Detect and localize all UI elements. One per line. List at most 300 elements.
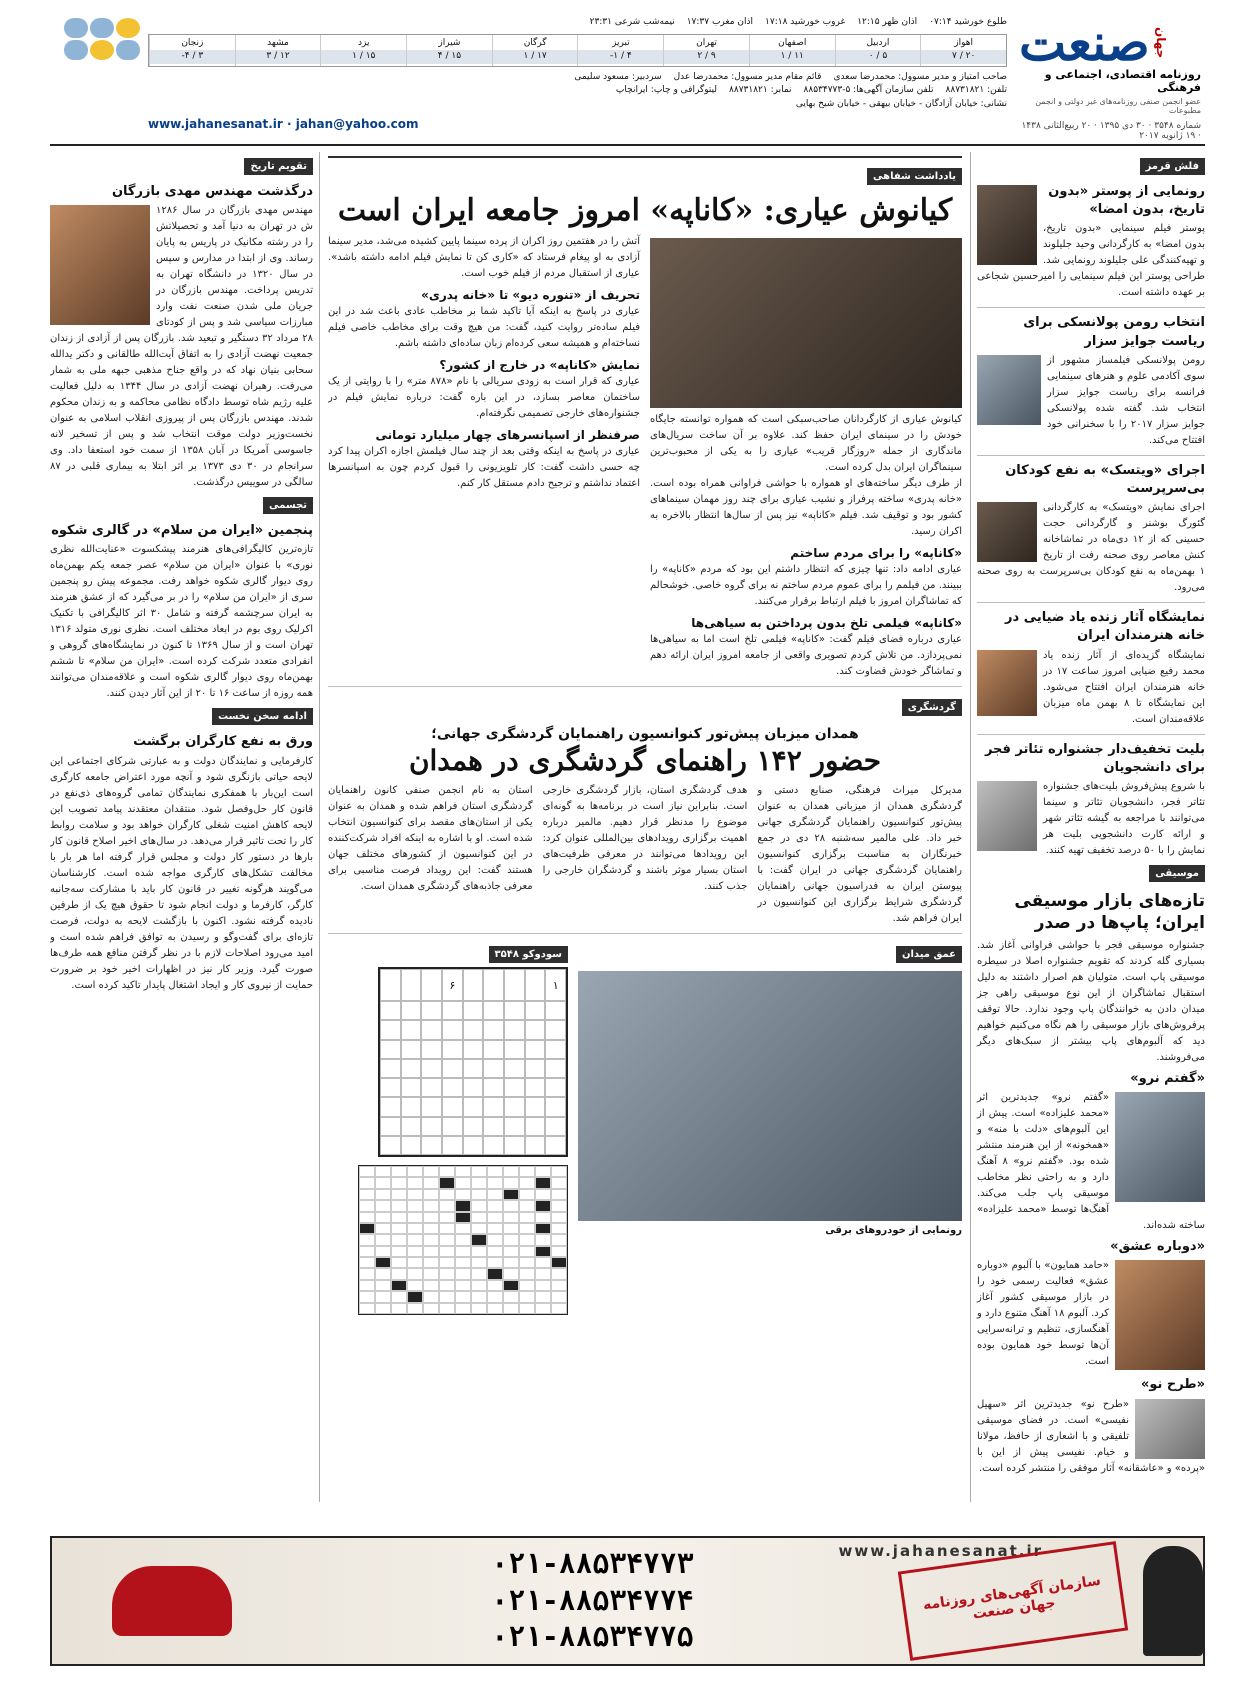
crossword-cell[interactable]	[471, 1257, 487, 1268]
crossword-cell[interactable]	[503, 1189, 519, 1200]
crossword-cell[interactable]	[551, 1234, 567, 1245]
crossword-cell[interactable]	[455, 1303, 471, 1314]
crossword-cell[interactable]	[407, 1189, 423, 1200]
crossword-cell[interactable]	[359, 1200, 375, 1211]
crossword-cell[interactable]	[375, 1223, 391, 1234]
crossword-cell[interactable]	[423, 1257, 439, 1268]
crossword-cell[interactable]	[487, 1234, 503, 1245]
crossword-cell[interactable]	[503, 1234, 519, 1245]
crossword-cell[interactable]	[439, 1212, 455, 1223]
sudoku-cell[interactable]	[545, 1020, 566, 1039]
sudoku-cell[interactable]	[401, 1078, 422, 1097]
crossword-cell[interactable]	[359, 1303, 375, 1314]
news-item	[977, 183, 1205, 301]
ad-url[interactable]: www.jahanesanat.ir	[838, 1542, 1043, 1560]
crossword-cell[interactable]	[535, 1303, 551, 1314]
crossword-cell[interactable]	[391, 1166, 407, 1177]
crossword-cell[interactable]	[471, 1291, 487, 1302]
crossword-cell[interactable]	[535, 1280, 551, 1291]
crossword-cell[interactable]	[551, 1280, 567, 1291]
crossword-cell[interactable]	[551, 1257, 567, 1268]
sudoku-cell[interactable]	[525, 1117, 546, 1136]
sudoku-cell[interactable]	[483, 1078, 504, 1097]
crossword-cell[interactable]	[375, 1268, 391, 1279]
crossword-cell[interactable]	[519, 1291, 535, 1302]
sudoku-cell[interactable]	[483, 1136, 504, 1155]
sudoku-cell[interactable]	[401, 1040, 422, 1059]
crossword-cell[interactable]	[407, 1212, 423, 1223]
crossword-cell[interactable]	[551, 1303, 567, 1314]
crossword-cell[interactable]	[407, 1234, 423, 1245]
crossword-cell[interactable]	[391, 1234, 407, 1245]
crossword-cell[interactable]	[455, 1268, 471, 1279]
address-line	[148, 98, 1007, 112]
crossword-cell[interactable]	[375, 1212, 391, 1223]
crossword-cell[interactable]	[503, 1303, 519, 1314]
crossword-cell[interactable]	[535, 1189, 551, 1200]
crossword-cell[interactable]	[471, 1177, 487, 1188]
crossword-cell[interactable]	[439, 1268, 455, 1279]
sudoku-cell[interactable]	[442, 1097, 463, 1116]
crossword-cell[interactable]	[535, 1200, 551, 1211]
sudoku-cell[interactable]	[421, 1001, 442, 1020]
crossword-cell[interactable]	[551, 1223, 567, 1234]
sudoku-cell[interactable]: ۶	[442, 969, 463, 1001]
crossword-cell[interactable]	[423, 1303, 439, 1314]
sudoku-cell[interactable]	[463, 969, 484, 1001]
crossword-cell[interactable]	[407, 1303, 423, 1314]
crossword-cell[interactable]	[503, 1223, 519, 1234]
sudoku-cell[interactable]	[483, 1020, 504, 1039]
sudoku-cell[interactable]	[545, 1136, 566, 1155]
crossword-cell[interactable]	[551, 1166, 567, 1177]
sudoku-cell[interactable]	[504, 1136, 525, 1155]
sudoku-cell[interactable]	[421, 969, 442, 1001]
crossword-cell[interactable]	[503, 1166, 519, 1177]
continued-title[interactable]: ورق به نفع کارگران برگشت	[133, 734, 313, 750]
crossword-grid[interactable]	[358, 1165, 568, 1315]
editor-in-chief: سردبیر: مسعود سلیمی	[574, 71, 662, 82]
crossword-cell[interactable]	[487, 1246, 503, 1257]
crossword-cell[interactable]	[455, 1189, 471, 1200]
crossword-cell[interactable]	[359, 1189, 375, 1200]
main-headline[interactable]: کیانوش عیاری: «کاناپه» امروز جامعه ایران است	[337, 193, 953, 228]
news-body: اجرای نمایش «ویتسک» به کارگردانی گئورگ بوشنر و گارگردانی حجت حسینی که از ۱۲ دی‌ماه در تماشاخانه کنش معاصر روی صحنه رفت از تاریخ ۱ بهمن‌ماه به نفع کودکان بی‌سرپرست به روی صحنه می‌رود.	[977, 502, 1205, 594]
news-title[interactable]: بلیت تخفیف‌دار جشنواره تئاتر فجر برای دانشجویان	[984, 741, 1205, 775]
weather-city: اصفهان	[778, 37, 807, 48]
news-title[interactable]: انتخاب رومن پولانسکی برای ریاست جوایز سزار	[1023, 315, 1205, 349]
sudoku-cell[interactable]	[421, 1117, 442, 1136]
sudoku-cell[interactable]	[463, 1117, 484, 1136]
news-body: رومن پولانسکی فیلمساز مشهور از سوی آکادمی علوم و هنرهای سینمایی فرانسه برای ریاست جوایز سزار انتخاب شد. گفته شده پولانسکی جوایز سزار ۲۰۱۷ را با سخنرانی خود افتتاح می‌کند.	[1047, 354, 1205, 446]
crossword-cell[interactable]	[359, 1280, 375, 1291]
sudoku-cell[interactable]	[525, 1097, 546, 1116]
sudoku-cell[interactable]	[525, 1059, 546, 1078]
crossword-cell[interactable]	[407, 1246, 423, 1257]
sudoku-cell[interactable]	[421, 1059, 442, 1078]
crossword-cell[interactable]	[359, 1212, 375, 1223]
crossword-cell[interactable]	[487, 1177, 503, 1188]
crossword-cell[interactable]	[423, 1177, 439, 1188]
crossword-cell[interactable]	[423, 1246, 439, 1257]
crossword-cell[interactable]	[487, 1212, 503, 1223]
sudoku-cell[interactable]	[380, 1040, 401, 1059]
crossword-cell[interactable]	[423, 1212, 439, 1223]
crossword-cell[interactable]	[487, 1200, 503, 1211]
crossword-cell[interactable]	[551, 1268, 567, 1279]
crossword-cell[interactable]	[359, 1268, 375, 1279]
crossword-cell[interactable]	[551, 1291, 567, 1302]
crossword-cell[interactable]	[551, 1200, 567, 1211]
crossword-cell[interactable]	[487, 1280, 503, 1291]
sudoku-cell[interactable]	[545, 1078, 566, 1097]
sudoku-cell[interactable]	[421, 1136, 442, 1155]
crossword-cell[interactable]	[359, 1223, 375, 1234]
crossword-cell[interactable]	[391, 1246, 407, 1257]
crossword-cell[interactable]	[455, 1177, 471, 1188]
crossword-cell[interactable]	[455, 1291, 471, 1302]
crossword-cell[interactable]	[535, 1257, 551, 1268]
crossword-cell[interactable]	[439, 1280, 455, 1291]
article-subhead: «کاناپه» فیلمی تلخ بدون پرداختن به سیاهی‌ها	[691, 616, 962, 630]
crossword-cell[interactable]	[455, 1223, 471, 1234]
obituary-title[interactable]: درگذشت مهندس مهدی بازرگان	[111, 184, 313, 199]
music-title[interactable]: تازه‌های بازار موسیقی ایران؛ پاپ‌ها در صدر	[1014, 890, 1205, 933]
festival-poster	[977, 781, 1037, 851]
crossword-cell[interactable]	[407, 1280, 423, 1291]
crossword-cell[interactable]	[375, 1280, 391, 1291]
sudoku-cell[interactable]	[463, 1059, 484, 1078]
sudoku-cell[interactable]	[401, 1097, 422, 1116]
sudoku-cell[interactable]	[421, 1040, 442, 1059]
sudoku-cell[interactable]	[401, 1001, 422, 1020]
crossword-cell[interactable]	[391, 1303, 407, 1314]
sudoku-cell[interactable]	[463, 1020, 484, 1039]
sudoku-cell[interactable]	[463, 1136, 484, 1155]
sudoku-cell[interactable]	[442, 1020, 463, 1039]
sudoku-cell[interactable]	[545, 1001, 566, 1020]
album-body: «گفتم نرو» جدیدترین اثر «محمد علیزاده» است. پیش از این آلبوم‌های «دلت با منه» و «همخونه» از این هنرمند منتشر شده بود. «گفتم نرو» ۸ آهنگ دارد و به راحتی نظر مخاطب موسیقی پاپ جلب می‌کند. آهنگ‌ها توسط «محمد علیزاده» ساخته شده‌اند.	[977, 1092, 1205, 1232]
crossword-cell[interactable]	[471, 1223, 487, 1234]
sudoku-cell[interactable]	[421, 1078, 442, 1097]
sudoku-cell[interactable]	[504, 1040, 525, 1059]
crossword-cell[interactable]	[359, 1234, 375, 1245]
sudoku-cell[interactable]	[504, 969, 525, 1001]
crossword-cell[interactable]	[471, 1280, 487, 1291]
date-line: شماره ۳۵۴۸ · ۳۰ دی ۱۳۹۵ · ۲۰ ربیع‌الثانی ۱۴۳۸ · ۱۹ ژانویه ۲۰۱۷	[1021, 121, 1201, 141]
website-link[interactable]: www.jahanesanat.ir	[148, 117, 283, 131]
crossword-cell[interactable]	[391, 1268, 407, 1279]
sudoku-cell[interactable]	[545, 1097, 566, 1116]
sudoku-cell[interactable]	[504, 1078, 525, 1097]
section-tag	[489, 946, 568, 963]
sudoku-cell[interactable]	[380, 1059, 401, 1078]
crossword-cell[interactable]	[519, 1166, 535, 1177]
crossword-cell[interactable]	[423, 1268, 439, 1279]
crossword-cell[interactable]	[407, 1268, 423, 1279]
crossword-cell[interactable]	[423, 1223, 439, 1234]
sudoku-cell[interactable]	[401, 969, 422, 1001]
crossword-cell[interactable]	[535, 1212, 551, 1223]
crossword-cell[interactable]	[503, 1257, 519, 1268]
crossword-cell[interactable]	[407, 1257, 423, 1268]
sudoku-cell[interactable]	[463, 1001, 484, 1020]
crossword-cell[interactable]	[519, 1257, 535, 1268]
sudoku-cell[interactable]	[401, 1020, 422, 1039]
crossword-cell[interactable]	[471, 1212, 487, 1223]
crossword-cell[interactable]	[503, 1291, 519, 1302]
sudoku-cell[interactable]	[545, 1040, 566, 1059]
sudoku-cell[interactable]	[504, 1059, 525, 1078]
crossword-cell[interactable]	[375, 1200, 391, 1211]
sudoku-cell[interactable]	[483, 1040, 504, 1059]
weather-temp: ۵ / ۰	[836, 50, 921, 64]
sudoku-cell[interactable]	[525, 1040, 546, 1059]
sudoku-cell[interactable]	[483, 1117, 504, 1136]
sudoku-cell[interactable]	[380, 1136, 401, 1155]
crossword-cell[interactable]	[455, 1280, 471, 1291]
sudoku-cell[interactable]	[401, 1059, 422, 1078]
crossword-cell[interactable]	[519, 1280, 535, 1291]
sudoku-cell[interactable]	[545, 1059, 566, 1078]
tourism-paragraph: مدیرکل میراث فرهنگی، صنایع دستی و گردشگری همدان از میزبانی همدان به عنوان پیش‌تور کنوانسیون راهنمایان گردشگری جهانی خبر داد. علی مالمیر سه‌شنبه ۲۸ دی در جمع خبرنگاران به مناسبت برگزاری کنوانسیون راهنمایان گردشگری جهانی در ایران گفت: با پیوستن ایران به فدراسیون جهانی راهنمایان گردشگری شرایط برگزاری این کنوانسیون در ایران فراهم شد.	[757, 785, 962, 924]
crossword-cell[interactable]	[423, 1200, 439, 1211]
crossword-cell[interactable]	[407, 1166, 423, 1177]
crossword-cell[interactable]	[519, 1177, 535, 1188]
weather-temp: ۱۵ / ۱	[321, 50, 406, 64]
crossword-cell[interactable]	[503, 1268, 519, 1279]
sudoku-cell[interactable]	[380, 969, 401, 1001]
sudoku-cell[interactable]	[504, 1117, 525, 1136]
crossword-cell[interactable]	[375, 1189, 391, 1200]
crossword-cell[interactable]	[551, 1246, 567, 1257]
crossword-cell[interactable]	[535, 1291, 551, 1302]
crossword-cell[interactable]	[487, 1268, 503, 1279]
crossword-cell[interactable]	[391, 1189, 407, 1200]
sudoku-cell[interactable]	[463, 1097, 484, 1116]
maghrib-time: اذان مغرب ۱۷:۳۷	[686, 17, 754, 27]
crossword-cell[interactable]	[487, 1303, 503, 1314]
crossword-cell[interactable]	[471, 1246, 487, 1257]
article-paragraph: عیاری ادامه داد: تنها چیزی که انتظار داشتم این بود که مردم «کاناپه» را ببینند. من فیلمم را برای عموم مردم ساختم نه برای گروه خاصی. خوشحالم که تماشاگران امروز با فیلم ارتباط برقرار می‌کنند.	[650, 564, 962, 607]
crossword-cell[interactable]	[439, 1166, 455, 1177]
crossword-cell[interactable]	[519, 1189, 535, 1200]
crossword-cell[interactable]	[407, 1177, 423, 1188]
sudoku-cell[interactable]	[442, 1117, 463, 1136]
crossword-cell[interactable]	[535, 1234, 551, 1245]
crossword-cell[interactable]	[375, 1291, 391, 1302]
crossword-cell[interactable]	[519, 1200, 535, 1211]
crossword-cell[interactable]	[439, 1291, 455, 1302]
crossword-cell[interactable]	[471, 1166, 487, 1177]
music-intro: جشنواره موسیقی فجر با حواشی فراوانی آغاز شد. بسیاری گله کردند که تقویم جشنواره اصلا در سیطره موسیقی پاپ است. متولیان هم اصرار داشتند به دلیل استقبال تماشاگران از این نوع موسیقی راهی جز میدان دادن به خوانندگان پاپ وجود ندارد. حالا توقف پرفروش‌های بازار موسیقی را هم نگاه می‌کنیم خواهیم دید که آلبوم‌های پاپ بیشتر از سبک‌های دیگر می‌فروشند.	[977, 940, 1205, 1064]
crossword-cell[interactable]	[359, 1177, 375, 1188]
crossword-cell[interactable]	[535, 1166, 551, 1177]
crossword-cell[interactable]	[551, 1177, 567, 1188]
crossword-cell[interactable]	[359, 1257, 375, 1268]
sudoku-cell[interactable]	[401, 1136, 422, 1155]
crossword-cell[interactable]	[407, 1200, 423, 1211]
sudoku-grid[interactable]	[378, 967, 568, 1157]
crossword-cell[interactable]	[359, 1246, 375, 1257]
crossword-cell[interactable]	[359, 1166, 375, 1177]
sudoku-cell[interactable]	[401, 1117, 422, 1136]
crossword-cell[interactable]	[439, 1200, 455, 1211]
article-paragraph: عیاری درباره فضای فیلم گفت: «کاناپه» فیلمی تلخ است اما به سیاهی‌ها نمی‌پردازد. من تلاش کردم تصویری واقعی از جامعه امروز ایران ارائه دهم و تماشاگر خودش قضاوت کند.	[650, 634, 962, 677]
sudoku-cell[interactable]	[421, 1020, 442, 1039]
crossword-cell[interactable]	[503, 1246, 519, 1257]
news-title[interactable]: اجرای «ویتسک» به نفع کودکان بی‌سرپرست	[1005, 462, 1205, 496]
crossword-cell[interactable]	[375, 1257, 391, 1268]
crossword-cell[interactable]	[455, 1234, 471, 1245]
crossword-cell[interactable]	[551, 1189, 567, 1200]
crossword-cell[interactable]	[439, 1303, 455, 1314]
crossword-cell[interactable]	[439, 1189, 455, 1200]
crossword-cell[interactable]	[471, 1200, 487, 1211]
crossword-cell[interactable]	[423, 1234, 439, 1245]
crossword-cell[interactable]	[391, 1177, 407, 1188]
news-item	[977, 314, 1205, 448]
crossword-cell[interactable]	[359, 1291, 375, 1302]
sudoku-cell[interactable]	[463, 1078, 484, 1097]
crossword-cell[interactable]	[535, 1268, 551, 1279]
sun-icon	[90, 40, 114, 60]
sudoku-cell[interactable]	[380, 1001, 401, 1020]
crossword-cell[interactable]	[487, 1166, 503, 1177]
crossword-cell[interactable]	[519, 1223, 535, 1234]
tourism-paragraph: هدف گردشگری استان، بازار گردشگری خارجی است. بنابراین نیاز است در برنامه‌ها به گونه‌ای موضوع را مدنظر قرار دهیم. مالمیر درباره اهمیت برگزاری رویدادهای بین‌المللی عنوان کرد: این رویدادها می‌توانند در معرفی ظرفیت‌های استان بسیار موثر باشند و گردشگران خارجی را جذب کنند.	[542, 785, 748, 892]
sudoku-cell[interactable]	[525, 1020, 546, 1039]
crossword-cell[interactable]	[455, 1257, 471, 1268]
crossword-cell[interactable]	[439, 1246, 455, 1257]
crossword-cell[interactable]	[439, 1257, 455, 1268]
crossword-cell[interactable]	[439, 1234, 455, 1245]
left-column	[50, 152, 320, 1502]
crossword-cell[interactable]	[391, 1212, 407, 1223]
crossword-cell[interactable]	[407, 1291, 423, 1302]
crossword-cell[interactable]	[423, 1166, 439, 1177]
sudoku-cell[interactable]	[442, 1001, 463, 1020]
crossword-cell[interactable]	[471, 1189, 487, 1200]
crossword-cell[interactable]	[503, 1177, 519, 1188]
crossword-cell[interactable]	[503, 1200, 519, 1211]
weather-temp: ۱۲ / ۳	[236, 50, 321, 64]
crossword-cell[interactable]	[471, 1303, 487, 1314]
sudoku-cell[interactable]	[483, 1001, 504, 1020]
crossword-cell[interactable]	[375, 1166, 391, 1177]
news-body: پوستر فیلم سینمایی «بدون تاریخ، بدون امضا» به کارگردانی وحید جلیلوند و تهیه‌کنندگی علی جلیلوند رونمایی شد. طراحی پوستر این فیلم سینمایی را امیرحسین شجاعی بر عهده داشته است.	[977, 223, 1205, 299]
sudoku-cell[interactable]	[442, 1078, 463, 1097]
crossword-cell[interactable]	[519, 1303, 535, 1314]
crossword-cell[interactable]	[407, 1223, 423, 1234]
crossword-cell[interactable]	[455, 1166, 471, 1177]
crossword-cell[interactable]	[535, 1246, 551, 1257]
crossword-cell[interactable]	[391, 1200, 407, 1211]
crossword-cell[interactable]	[391, 1257, 407, 1268]
sudoku-cell[interactable]	[483, 969, 504, 1001]
section-tag: یادداشت شفاهی	[867, 168, 962, 185]
crossword-cell[interactable]	[535, 1223, 551, 1234]
sudoku-cell[interactable]	[483, 1059, 504, 1078]
sudoku-cell[interactable]	[442, 1040, 463, 1059]
crossword-cell[interactable]	[487, 1291, 503, 1302]
crossword-cell[interactable]	[519, 1212, 535, 1223]
sudoku-cell[interactable]	[380, 1117, 401, 1136]
sudoku-cell[interactable]	[421, 1097, 442, 1116]
sudoku-cell[interactable]	[525, 1001, 546, 1020]
crossword-cell[interactable]	[423, 1189, 439, 1200]
gallery-title[interactable]: پنجمین «ایران من سلام» در گالری شکوه	[51, 523, 313, 539]
tourism-article	[328, 783, 962, 927]
sudoku-cell[interactable]	[504, 1001, 525, 1020]
weather-temp: ۳ / ۴-	[150, 50, 235, 64]
crossword-cell[interactable]	[487, 1189, 503, 1200]
crossword-cell[interactable]	[535, 1177, 551, 1188]
news-title[interactable]: نمایشگاه آثار زنده یاد ضیایی در خانه هنرمندان ایران	[1005, 610, 1205, 644]
crossword-cell[interactable]	[519, 1246, 535, 1257]
sudoku-cell[interactable]	[545, 1117, 566, 1136]
crossword-cell[interactable]	[487, 1223, 503, 1234]
crossword-cell[interactable]	[391, 1280, 407, 1291]
crossword-cell[interactable]	[503, 1280, 519, 1291]
issue-number: شماره ۳۵۴۸	[1154, 121, 1201, 131]
weather-cell	[406, 35, 492, 66]
article-col	[650, 234, 962, 680]
crossword-cell[interactable]	[423, 1280, 439, 1291]
sudoku-cell[interactable]	[504, 1097, 525, 1116]
crossword-cell[interactable]	[375, 1303, 391, 1314]
crossword-cell[interactable]	[455, 1212, 471, 1223]
crossword-cell[interactable]	[503, 1212, 519, 1223]
news-title[interactable]: رونمایی از پوستر «بدون تاریخ، بدون امضا»	[1048, 184, 1205, 218]
masthead	[50, 14, 1205, 146]
crossword-cell[interactable]	[455, 1200, 471, 1211]
sudoku-cell[interactable]	[525, 969, 546, 1001]
crossword-cell[interactable]	[519, 1268, 535, 1279]
crossword-cell[interactable]	[391, 1223, 407, 1234]
sudoku-cell[interactable]	[525, 1078, 546, 1097]
crossword-cell[interactable]	[439, 1177, 455, 1188]
crossword-cell[interactable]	[391, 1291, 407, 1302]
sudoku-cell[interactable]	[463, 1040, 484, 1059]
sudoku-cell[interactable]	[442, 1059, 463, 1078]
sudoku-cell[interactable]	[525, 1136, 546, 1155]
sudoku-cell[interactable]: ۱	[545, 969, 566, 1001]
obituary-body: مهندس مهدی بازرگان در سال ۱۲۸۶ ش در تهران به دنیا آمد و تحصیلاتش را در رشته مکانیک در پاریس به پایان رساند. وی از ابتدا در مدارس و سپس در سال ۱۳۲۰ در دانشگاه تهران به تدریس پرداخت. مهندس بازرگان در جریان ملی شدن صنعت نفت وارد مبارزات سیاسی شد و پس از کودتای ۲۸ مرداد ۳۲ دستگیر و تبعید شد. بازرگان پس از آزادی از زندان جمعیت نهضت آزادی را به اتفاق آیت‌الله طالقانی و دکتر یدالله سحابی بنیان نهاد که در واقع جناح مذهبی جبهه ملی به شمار می‌رفت. رهبران نهضت آزادی در سال ۱۳۴۴ به دلیل فعالیت علیه رژیم شاه توسط دادگاه نظامی محاکمه و به زندان محکوم شدند. مهندس بازرگان پس از پیروزی انقلاب اسلامی به عنوان نخست‌وزیر دولت موقت انتخاب شد و پس از تسخیر لانه جاسوسی آمریکا در آبان ۱۳۵۸ از سمت خود استعفا داد. وی سرانجام در ۳۰ دی ۱۳۷۳ بر اثر ابتلا به بیماری قلبی در ۸۷ سالگی در سوییس درگذشت.	[50, 205, 314, 489]
sudoku-cell[interactable]	[380, 1020, 401, 1039]
ad-phone-number: ۰۲۱-۸۸۵۳۴۷۷۳	[491, 1547, 694, 1581]
crossword-cell[interactable]	[471, 1268, 487, 1279]
tourism-headline[interactable]: حضور ۱۴۲ راهنمای گردشگری در همدان	[408, 744, 882, 777]
sudoku-cell[interactable]	[442, 1136, 463, 1155]
email-link[interactable]: jahan@yahoo.com	[295, 117, 419, 131]
sudoku-cell[interactable]	[380, 1078, 401, 1097]
crossword-cell[interactable]	[455, 1246, 471, 1257]
crossword-cell[interactable]	[375, 1177, 391, 1188]
crossword-cell[interactable]	[375, 1234, 391, 1245]
crossword-cell[interactable]	[551, 1212, 567, 1223]
crossword-cell[interactable]	[487, 1257, 503, 1268]
sudoku-cell[interactable]	[504, 1020, 525, 1039]
crossword-cell[interactable]	[375, 1246, 391, 1257]
section-tag: عمق میدان	[896, 946, 962, 963]
crossword-cell[interactable]	[423, 1291, 439, 1302]
sudoku-cell[interactable]	[380, 1097, 401, 1116]
crossword-cell[interactable]	[519, 1234, 535, 1245]
crossword-cell[interactable]	[439, 1223, 455, 1234]
crossword-cell[interactable]	[471, 1234, 487, 1245]
sudoku-cell[interactable]	[483, 1097, 504, 1116]
